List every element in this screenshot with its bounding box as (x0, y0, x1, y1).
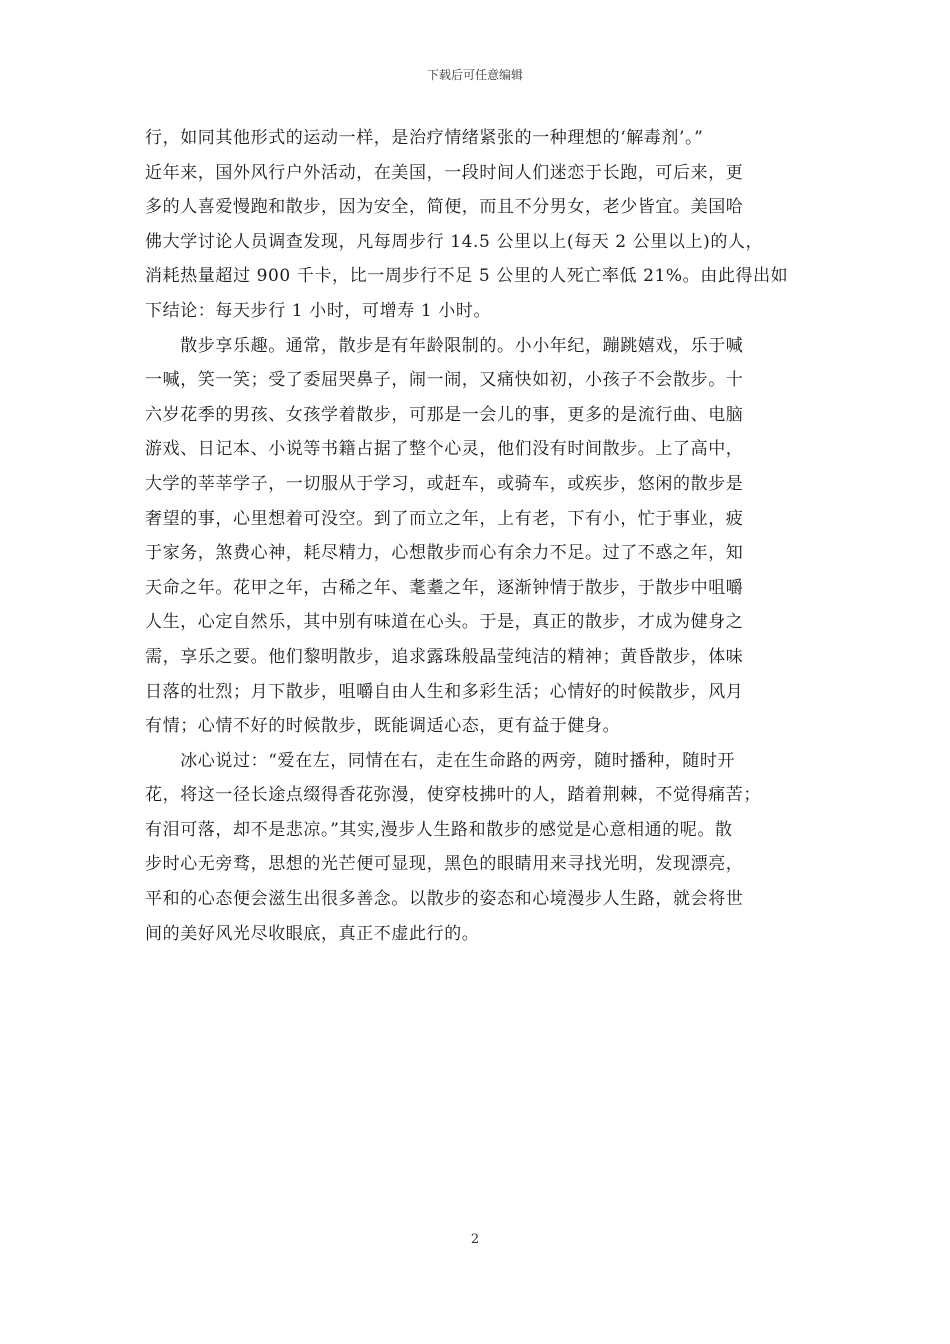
text-line: 冰心说过：“爱在左，同情在右，走在生命路的两旁，随时播种，随时开 (145, 750, 736, 771)
page-number: 2 (470, 1232, 480, 1247)
document-body (145, 121, 815, 951)
text-line: 六岁花季的男孩、女孩学着散步，可那是一会儿的事，更多的是流行曲、电脑 (145, 404, 744, 425)
text-line: 人生，心定自然乐，其中别有味道在心头。于是，真正的散步，才成为健身之 (145, 612, 744, 633)
text-line: 间的美好风光尽收眼底，真正不虚此行的。 (145, 923, 480, 944)
text-line: 行，如同其他形式的运动一样，是治疗情绪紧张的一种理想的‘解毒剂’。” (145, 128, 704, 148)
text-line: 天命之年。花甲之年，古稀之年、耄耋之年，逐渐钟情于散步，于散步中咀嚼 (145, 577, 744, 598)
text-line: 于家务，煞费心神，耗尽精力，心想散步而心有余力不足。过了不惑之年，知 (145, 543, 744, 564)
text-line: 游戏、日记本、小说等书籍占据了整个心灵，他们没有时间散步。上了高中， (145, 439, 744, 460)
text-line: 日落的壮烈；月下散步，咀嚼自由人生和多彩生活；心情好的时候散步，风月 (145, 681, 744, 702)
text-line: 大学的莘莘学子，一切服从于学习，或赶车，或骑车，或疾步，悠闲的散步是 (145, 473, 744, 494)
text-line: 下结论：每天步行 1 小时，可增寿 1 小时。 (145, 300, 492, 321)
text-line: 散步享乐趣。通常，散步是有年龄限制的。小小年纪，蹦跳嬉戏，乐于喊 (145, 335, 744, 356)
text-line: 有情；心情不好的时候散步，既能调适心态，更有益于健身。 (145, 716, 621, 737)
text-line: 花，将这一径长途点缀得香花弥漫，使穿枝拂叶的人，踏着荆棘，不觉得痛苦； (145, 785, 761, 806)
text-line: 一喊，笑一笑；受了委屈哭鼻子，闹一闹，又痛快如初，小孩子不会散步。十 (145, 370, 744, 391)
text-line: 多的人喜爱慢跑和散步，因为安全，简便，而且不分男女，老少皆宜。美国哈 (145, 197, 744, 218)
text-line: 步时心无旁骛，思想的光芒便可显现，黑色的眼睛用来寻找光明，发现漂亮， (145, 854, 744, 875)
text-line: 奢望的事，心里想着可没空。到了而立之年，上有老，下有小，忙于事业，疲 (145, 508, 744, 529)
page-header: 下载后可任意编辑 (426, 68, 523, 82)
text-line: 消耗热量超过 900 千卡，比一周步行不足 5 公里的人死亡率低 21%。由此得出如 (145, 266, 789, 287)
text-line: 需，享乐之要。他们黎明散步，追求露珠般晶莹纯洁的精神；黄昏散步，体味 (145, 646, 744, 667)
text-line: 近年来，国外风行户外活动，在美国，一段时间人们迷恋于长跑，可后来，更 (145, 162, 744, 183)
text-line: 佛大学讨论人员调查发现，凡每周步行 14.5 公里以上(每天 2 公里以上)的人， (145, 231, 764, 252)
text-line: 有泪可落，却不是悲凉。”其实,漫步人生路和散步的感觉是心意相通的呢。散 (145, 819, 733, 840)
text-line: 平和的心态便会滋生出很多善念。以散步的姿态和心境漫步人生路，就会将世 (145, 889, 744, 910)
